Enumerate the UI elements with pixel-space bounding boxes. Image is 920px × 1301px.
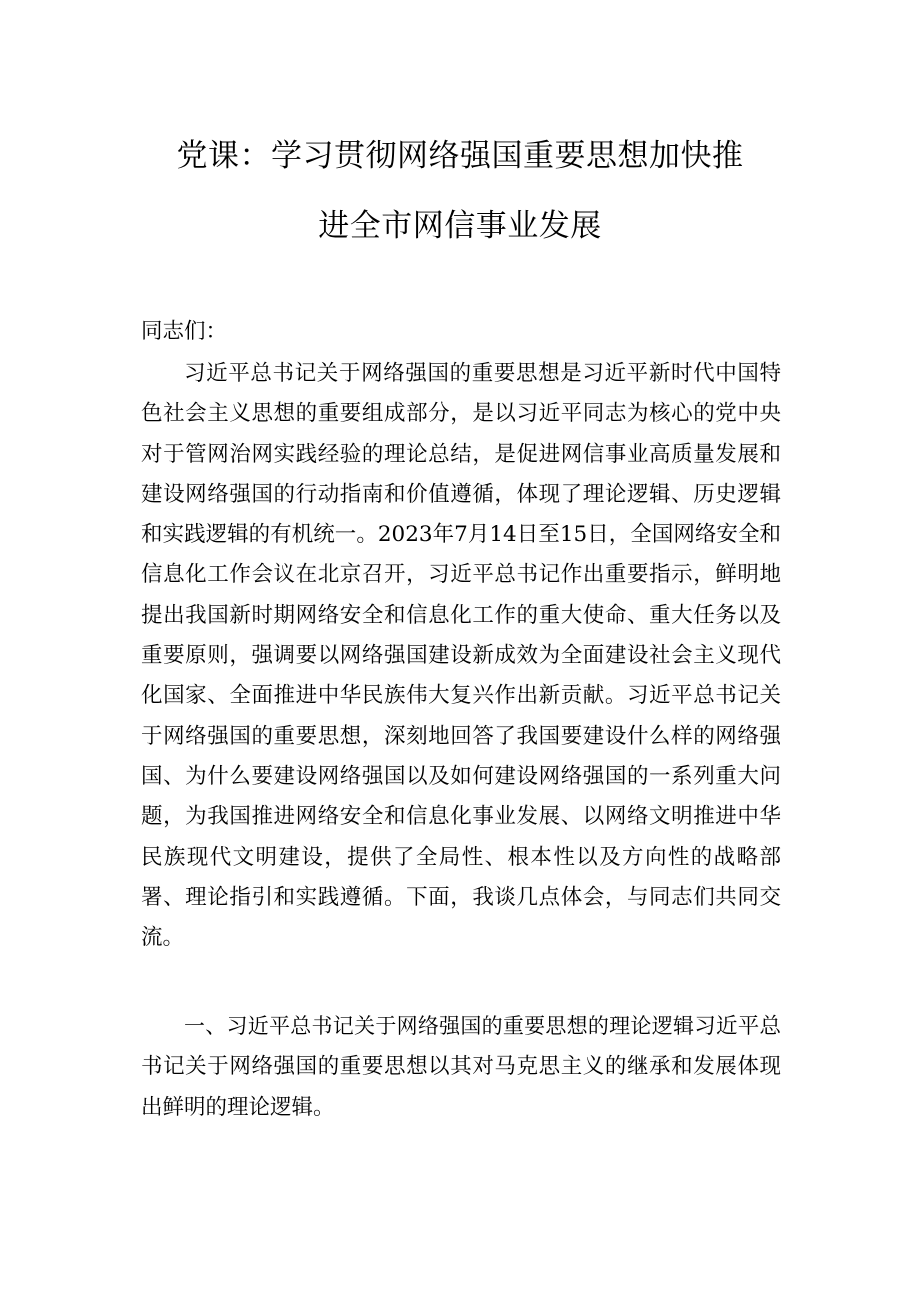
document-title-line-2: 进全市网信事业发展	[318, 208, 602, 244]
paragraph-section-1	[141, 1006, 781, 1128]
section-1-text: 习近平总书记关于网络强国的重要思想以其对马克思主义的继承和发展体现出鲜明的理论逻辑。	[141, 1014, 781, 1120]
section-1-heading: 一、习近平总书记关于网络强国的重要思想的理论逻辑	[184, 1014, 695, 1038]
document-title-line-1: 党课：学习贯彻网络强国重要思想加快推	[176, 138, 744, 174]
paragraph-introduction: 习近平总书记关于网络强国的重要思想是习近平新时代中国特色社会主义思想的重要组成部分，是以习近平同志为核心的党中央对于管网治网实践经验的理论总结，是促进网信事业高质量发展和建设网络强国的行动指南和价值遵循，体现了理论逻辑、历史逻辑和实践逻辑的有机统一。2023年7月14日至15日，全国网络安全和信息化工作会议在北京召开，习近平总书记作出重要指示，鲜明地提出我国新时期网络安全和信息化工作的重大使命、重大任务以及重要原则，强调要以网络强国建设新成效为全面建设社会主义现代化国家、全面推进中华民族伟大复兴作出新贡献。习近平总书记关于网络强国的重要思想，深刻地回答了我国要建设什么样的网络强国、为什么要建设网络强国以及如何建设网络强国的一系列重大问题，为我国推进网络安全和信息化事业发展、以网络文明推进中华民族现代文明建设，提供了全局性、根本性以及方向性的战略部署、理论指引和实践遵循。下面，我谈几点体会，与同志们共同交流。	[141, 361, 781, 951]
salutation: 同志们：	[141, 319, 228, 344]
